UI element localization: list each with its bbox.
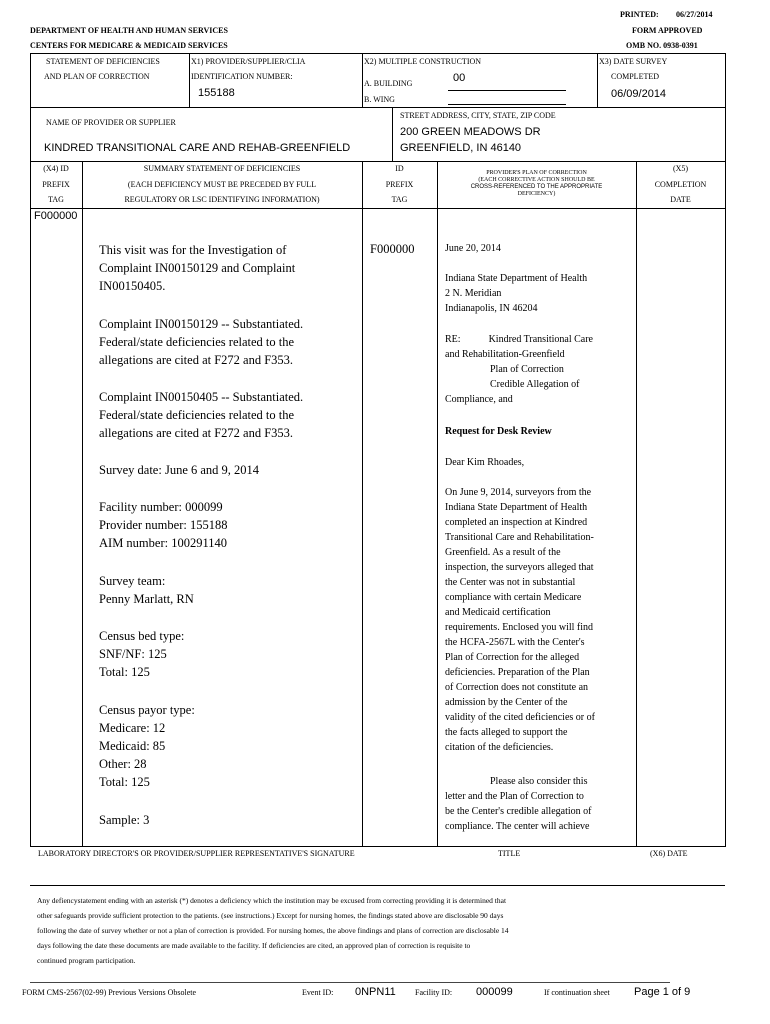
text-line: Indiana State Department of Health xyxy=(445,502,588,513)
x5-header-1: (X5) xyxy=(672,164,689,173)
address-line-1: 200 GREEN MEADOWS DR xyxy=(400,126,541,138)
text-line: the facts alleged to support the xyxy=(445,727,568,738)
x5-header-2: COMPLETION xyxy=(654,180,707,189)
disclaimer-line: other safeguards provide sufficient protection to the patients. (see instructions.) Except for nursing homes, the findings stated above are disclosable 90 days xyxy=(37,911,504,920)
left-para-3 xyxy=(99,388,303,442)
text-line: the Center was not in substantial xyxy=(445,577,576,588)
text-line: letter and the Plan of Correction to xyxy=(445,791,584,802)
provider-name: KINDRED TRANSITIONAL CARE AND REHAB-GREENFIELD xyxy=(44,142,351,154)
poc-header xyxy=(437,170,636,198)
text-line: Please also consider this xyxy=(490,776,588,787)
desk-review-heading: Request for Desk Review xyxy=(445,426,552,437)
text-line: citation of the deficiencies. xyxy=(445,742,554,753)
text-line: Census bed type: xyxy=(99,629,185,643)
omb-number: OMB NO. 0938-0391 xyxy=(626,41,698,50)
text-line: AIM number: 100291140 xyxy=(99,536,227,550)
poc-header-2: (EACH CORRECTIVE ACTION SHOULD BE xyxy=(478,177,595,183)
salutation: Dear Kim Rhoades, xyxy=(445,457,525,468)
left-tag: F000000 xyxy=(34,210,78,222)
text-line: Penny Marlatt, RN xyxy=(99,592,194,606)
text-line: the HCFA-2567L with the Center's xyxy=(445,637,585,648)
text-line: Credible Allegation of xyxy=(490,379,580,390)
text-line: Plan of Correction for the alleged xyxy=(445,652,580,663)
disclaimer-line: days following the date these documents are made available to the facility. If deficiencies are cited, an approved plan of correction is requisite to xyxy=(37,941,471,950)
text-line: and Rehabilitation-Greenfield xyxy=(445,349,565,360)
text-line: Complaint IN00150129 and Complaint xyxy=(99,261,296,275)
poc-header-4: DEFICIENCY) xyxy=(517,191,556,197)
x6-date-label: (X6) DATE xyxy=(650,849,688,858)
text-line: Sample: 3 xyxy=(99,813,150,827)
x4-header-3: TAG xyxy=(48,195,64,204)
text-line: Greenfield. As a result of the xyxy=(445,547,561,558)
text-line: inspection, the surveyors alleged that xyxy=(445,562,594,573)
x4-header-1: (X4) ID xyxy=(43,164,69,173)
x3-label-2: COMPLETED xyxy=(611,72,659,81)
text-line: Census payor type: xyxy=(99,703,195,717)
text-line: Other: 28 xyxy=(99,757,147,771)
event-id-label: Event ID: xyxy=(302,988,334,997)
left-para-8 xyxy=(99,701,195,791)
letter-body-1 xyxy=(445,485,620,755)
centers-title: CENTERS FOR MEDICARE & MEDICAID SERVICES xyxy=(30,41,228,50)
summary-header-1: SUMMARY STATEMENT OF DEFICIENCIES xyxy=(143,164,301,173)
text-line: Provider number: 155188 xyxy=(99,518,228,532)
text-line: Survey date: June 6 and 9, 2014 xyxy=(99,463,260,477)
disclaimer-line: following the date of survey whether or not a plan of correction is provided. For nursing homes, the above findings and plans of correction are disclosable 14 xyxy=(37,926,509,935)
summary-header-3: REGULATORY OR LSC IDENTIFYING INFORMATION) xyxy=(124,195,320,204)
text-line: be the Center's credible allegation of xyxy=(445,806,592,817)
text-line: Complaint IN00150129 -- Substantiated. xyxy=(99,317,304,331)
x1-label: X1) PROVIDER/SUPPLIER/CLIA xyxy=(191,57,306,66)
signature-label: LABORATORY DIRECTOR'S OR PROVIDER/SUPPLIER REPRESENTATIVE'S SIGNATURE xyxy=(38,849,355,858)
text-line: This visit was for the Investigation of xyxy=(99,243,287,257)
letter-address xyxy=(445,271,620,316)
letter-re xyxy=(445,332,620,407)
text-line: 2 N. Meridian xyxy=(445,288,502,299)
x4-header-2: PREFIX xyxy=(42,180,70,189)
text-line: validity of the cited deficiencies or of xyxy=(445,712,595,723)
text-line: IN00150405. xyxy=(99,279,166,293)
address-line-2: GREENFIELD, IN 46140 xyxy=(400,142,522,154)
text-line: Medicare: 12 xyxy=(99,721,166,735)
text-line: Facility number: 000099 xyxy=(99,500,223,514)
x1-label-2: IDENTIFICATION NUMBER: xyxy=(191,72,293,81)
text-line: and Medicaid certification xyxy=(445,607,551,618)
text-line: allegations are cited at F272 and F353. xyxy=(99,353,294,367)
form-number: FORM CMS-2567(02-99) Previous Versions Obsolete xyxy=(22,988,197,997)
poc-header-1: PROVIDER'S PLAN OF CORRECTION xyxy=(486,170,587,176)
text-line: Survey team: xyxy=(99,574,166,588)
disclaimer xyxy=(37,893,727,968)
printed-date: 06/27/2014 xyxy=(676,10,713,19)
left-para-1 xyxy=(99,241,295,295)
left-para-7 xyxy=(99,627,184,681)
building-label: A. BUILDING xyxy=(364,79,413,88)
text-line: Medicaid: 85 xyxy=(99,739,166,753)
disclaimer-line: Any defiencystatement ending with an asterisk (*) denotes a deficiency which the institution may be excused from correcting providing it is determined that xyxy=(37,896,507,905)
id-header-3: TAG xyxy=(391,195,408,204)
text-line: Transitional Care and Rehabilitation- xyxy=(445,532,594,543)
poc-header-3: CROSS-REFERENCED TO THE APPROPRIATE xyxy=(470,184,603,190)
text-line: Federal/state deficiencies related to the xyxy=(99,335,295,349)
left-para-5 xyxy=(99,498,227,552)
wing-label: B. WING xyxy=(364,95,395,104)
event-id-value: 0NPN11 xyxy=(355,986,396,998)
left-para-2 xyxy=(99,315,303,369)
provider-id-value: 155188 xyxy=(198,87,235,99)
text-line: Indianapolis, IN 46204 xyxy=(445,303,538,314)
x3-label: X3) DATE SURVEY xyxy=(599,57,668,66)
text-line: Complaint IN00150405 -- Substantiated. xyxy=(99,390,304,404)
text-line: Indiana State Department of Health xyxy=(445,273,588,284)
text-line: completed an inspection at Kindred xyxy=(445,517,588,528)
text-line: Plan of Correction xyxy=(490,364,564,375)
text-line: compliance with certain Medicare xyxy=(445,592,582,603)
text-line: admission by the Center of the xyxy=(445,697,568,708)
page-number: Page 1 of 9 xyxy=(634,986,691,998)
left-para-4 xyxy=(99,461,259,479)
survey-date-value: 06/09/2014 xyxy=(611,88,667,100)
facility-id-value: 000099 xyxy=(476,986,513,998)
text-line: Compliance, and xyxy=(445,394,513,405)
text-line: deficiencies. Preparation of the Plan xyxy=(445,667,590,678)
department-title: DEPARTMENT OF HEALTH AND HUMAN SERVICES xyxy=(30,26,228,35)
text-line: compliance. The center will achieve xyxy=(445,821,590,832)
text-line: allegations are cited at F272 and F353. xyxy=(99,426,294,440)
id-header-2: PREFIX xyxy=(385,180,414,189)
id-header-1: ID xyxy=(395,164,404,173)
x2-label: X2) MULTIPLE CONSTRUCTION xyxy=(364,57,482,66)
text-line: of Correction does not constitute an xyxy=(445,682,589,693)
facility-id-label: Facility ID: xyxy=(415,988,453,997)
letter-body-2 xyxy=(445,774,620,834)
statement-label: STATEMENT OF DEFICIENCIES xyxy=(46,57,160,66)
x5-header-3: DATE xyxy=(670,195,691,204)
mid-tag: F000000 xyxy=(370,242,415,256)
left-para-9 xyxy=(99,811,149,829)
continuation-label: If continuation sheet xyxy=(544,988,610,997)
disclaimer-line: continued program participation. xyxy=(37,956,136,965)
form-approved: FORM APPROVED xyxy=(632,26,703,35)
text-line: SNF/NF: 125 xyxy=(99,647,167,661)
left-para-6 xyxy=(99,572,194,608)
text-line: requirements. Enclosed you will find xyxy=(445,622,594,633)
re-label: RE: xyxy=(445,334,461,345)
title-label: TITLE xyxy=(498,849,521,858)
text-line: Kindred Transitional Care xyxy=(488,334,593,345)
address-label: STREET ADDRESS, CITY, STATE, ZIP CODE xyxy=(400,111,556,120)
printed-label: PRINTED: xyxy=(620,10,659,19)
provider-name-label: NAME OF PROVIDER OR SUPPLIER xyxy=(46,118,176,127)
text-line: Total: 125 xyxy=(99,665,150,679)
text-line: Total: 125 xyxy=(99,775,150,789)
letter-date: June 20, 2014 xyxy=(445,243,501,254)
building-value: 00 xyxy=(453,72,466,84)
plan-label: AND PLAN OF CORRECTION xyxy=(44,72,150,81)
summary-header-2: (EACH DEFICIENCY MUST BE PRECEDED BY FULL xyxy=(127,180,317,189)
text-line: On June 9, 2014, surveyors from the xyxy=(445,487,592,498)
text-line: Federal/state deficiencies related to the xyxy=(99,408,295,422)
